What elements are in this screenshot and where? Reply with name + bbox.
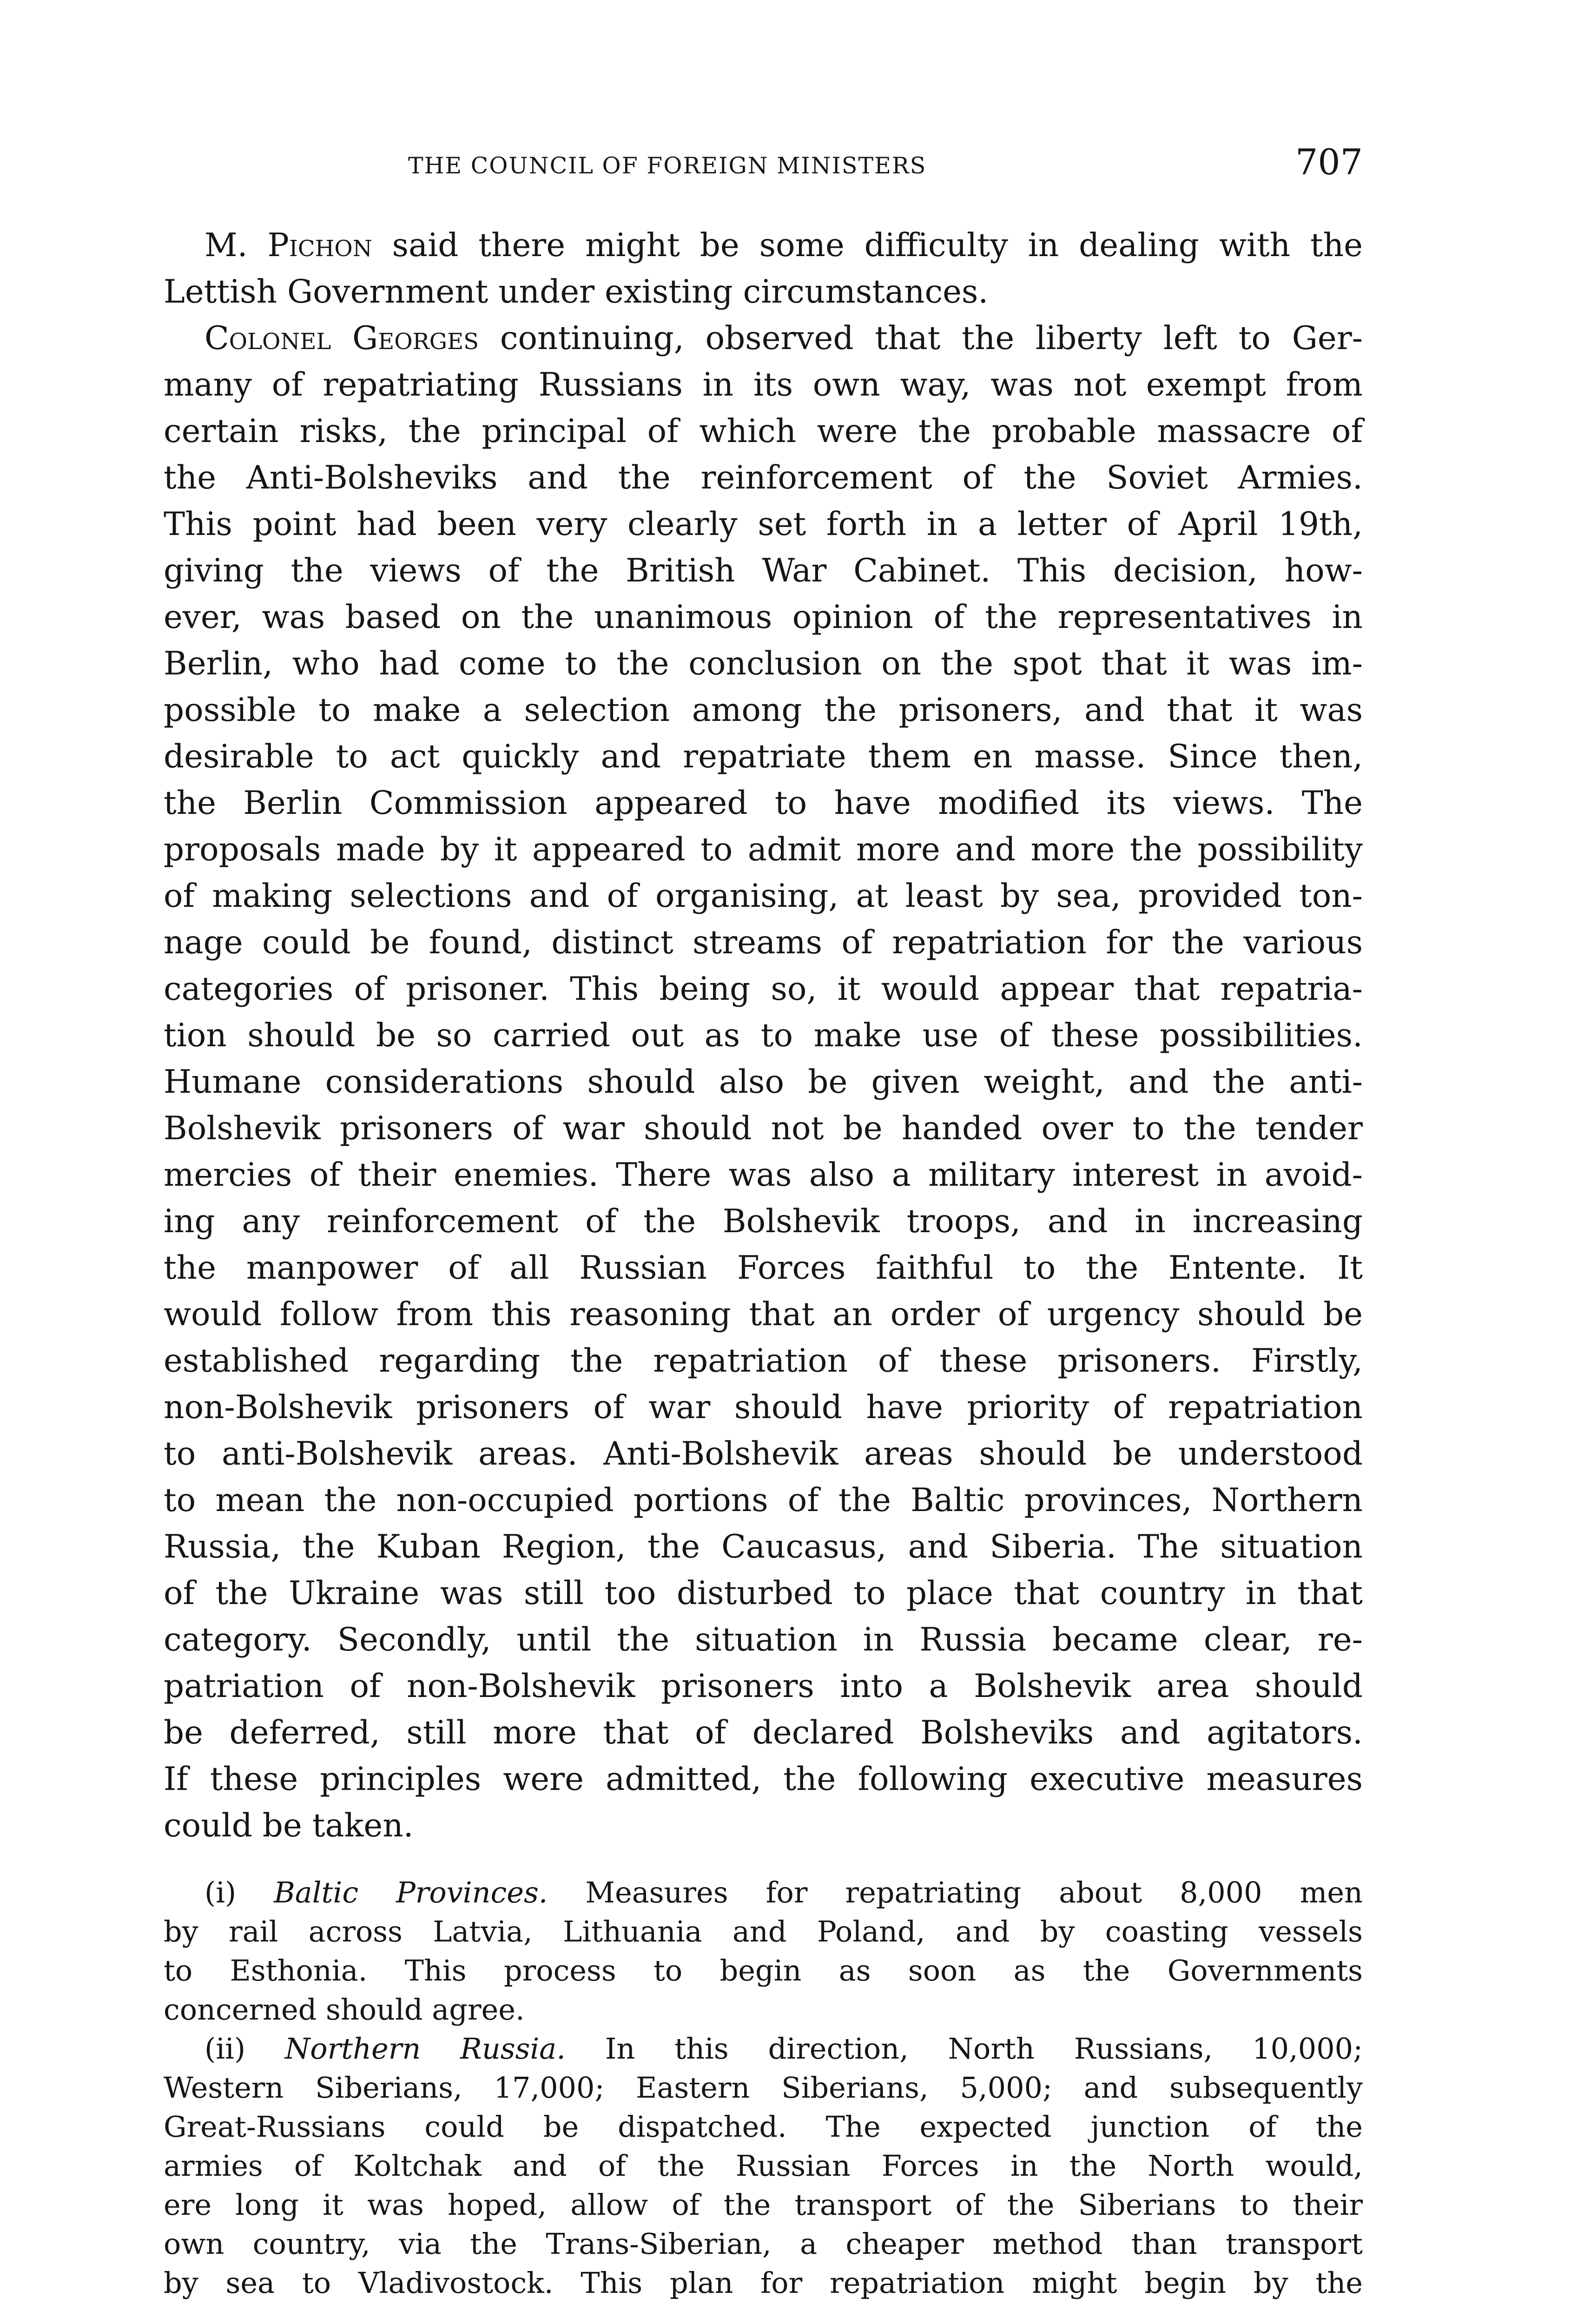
- text-line: categories of prisoner. This being so, it would appear that repatria-: [164, 971, 1363, 1008]
- text-line: be deferred, still more that of declared Bolsheviks and agitators.: [164, 1714, 1363, 1751]
- speaker-name: Colonel Georges: [205, 320, 479, 357]
- text-line: Humane considerations should also be given weight, and the anti-: [164, 1063, 1363, 1101]
- item-number: (i): [205, 1875, 274, 1909]
- line-text: In this direction, North Russians, 10,000;: [565, 2032, 1363, 2066]
- line-text: Measures for repatriating about 8,000 men: [548, 1875, 1363, 1909]
- text-line: by sea to Vladivostock. This plan for repatriation might begin by the: [164, 2266, 1363, 2300]
- text-line: ere long it was hoped, allow of the transport of the Siberians to their: [164, 2188, 1363, 2222]
- text-line: of making selections and of organising, at least by sea, provided ton-: [164, 878, 1363, 915]
- text-line: nage could be found, distinct streams of repatriation for the various: [164, 924, 1363, 961]
- speaker-name: M. Pichon: [205, 227, 372, 264]
- line-text: continuing, observed that the liberty left to Ger-: [479, 320, 1363, 357]
- text-line: certain risks, the principal of which were the probable massacre of: [164, 413, 1363, 450]
- text-line: concerned should agree.: [164, 1993, 525, 2027]
- text-line: Russia, the Kuban Region, the Caucasus, and Siberia. The situation: [164, 1528, 1363, 1565]
- text-line: mercies of their enemies. There was also a military interest in avoid-: [164, 1156, 1363, 1194]
- main-text: [164, 222, 1363, 1849]
- item-heading: Northern Russia.: [284, 2032, 566, 2066]
- item-2-line: [164, 2029, 1363, 2068]
- paragraph-2-lines: [164, 362, 1363, 1849]
- text-line: the manpower of all Russian Forces faithful to the Entente. It: [164, 1249, 1363, 1287]
- text-line: Bolshevik prisoners of war should not be handed over to the tender: [164, 1110, 1363, 1147]
- line-text: said there might be some difficulty in dealing with the: [372, 227, 1363, 264]
- text-line: If these principles were admitted, the following executive measures: [164, 1761, 1363, 1798]
- paragraph-1-line: [164, 222, 1363, 269]
- item-number: (ii): [205, 2032, 285, 2066]
- text-line: desirable to act quickly and repatriate them en masse. Since then,: [164, 738, 1363, 775]
- text-line: ing any reinforcement of the Bolshevik troops, and in increasing: [164, 1203, 1363, 1240]
- text-line: the Berlin Commission appeared to have modified its views. The: [164, 785, 1363, 822]
- executive-measures: [164, 1873, 1363, 2303]
- text-line: the Anti-Bolsheviks and the reinforcement of the Soviet Armies.: [164, 459, 1363, 496]
- text-line: category. Secondly, until the situation in Russia became clear, re-: [164, 1621, 1363, 1658]
- page-number: 707: [1295, 141, 1363, 183]
- paragraph-2-line: [164, 315, 1363, 362]
- text-line: Berlin, who had come to the conclusion on the spot that it was im-: [164, 645, 1363, 682]
- text-line: armies of Koltchak and of the Russian Forces in the North would,: [164, 2149, 1363, 2183]
- text-line: ever, was based on the unanimous opinion of the representatives in: [164, 599, 1363, 636]
- item-heading: Baltic Provinces.: [274, 1875, 548, 1909]
- text-line: proposals made by it appeared to admit more and more the possibility: [164, 831, 1363, 868]
- item-1-lines: [164, 1912, 1363, 2029]
- text-line: Western Siberians, 17,000; Eastern Siberians, 5,000; and subsequently: [164, 2071, 1363, 2105]
- item-1-line: [164, 1873, 1363, 1912]
- text-line: many of repatriating Russians in its own way, was not exempt from: [164, 366, 1363, 403]
- text-line: tion should be so carried out as to make use of these possibilities.: [164, 1017, 1363, 1054]
- text-line: patriation of non-Bolshevik prisoners into a Bolshevik area should: [164, 1668, 1363, 1705]
- text-line: giving the views of the British War Cabinet. This decision, how-: [164, 552, 1363, 589]
- page-header: [164, 136, 1363, 191]
- text-line: of the Ukraine was still too disturbed to place that country in that: [164, 1575, 1363, 1612]
- paragraph-1-line: Lettish Government under existing circumstances.: [164, 273, 989, 310]
- text-line: non-Bolshevik prisoners of war should have priority of repatriation: [164, 1389, 1363, 1426]
- text-line: to anti-Bolshevik areas. Anti-Bolshevik areas should be understood: [164, 1435, 1363, 1472]
- running-title: THE COUNCIL OF FOREIGN MINISTERS: [408, 152, 927, 179]
- text-line: established regarding the repatriation of these prisoners. Firstly,: [164, 1342, 1363, 1380]
- text-line: Great-Russians could be dispatched. The expected junction of the: [164, 2110, 1363, 2144]
- text-line: to mean the non-occupied portions of the Baltic provinces, Northern: [164, 1482, 1363, 1519]
- text-line: This point had been very clearly set forth in a letter of April 19th,: [164, 506, 1363, 543]
- text-line: could be taken.: [164, 1807, 414, 1844]
- text-line: to Esthonia. This process to begin as soon as the Governments: [164, 1954, 1363, 1987]
- text-line: by rail across Latvia, Lithuania and Poland, and by coasting vessels: [164, 1915, 1363, 1948]
- text-line: possible to make a selection among the prisoners, and that it was: [164, 692, 1363, 729]
- item-2-lines: [164, 2068, 1363, 2303]
- text-line: own country, via the Trans-Siberian, a cheaper method than transport: [164, 2227, 1363, 2261]
- text-line: would follow from this reasoning that an order of urgency should be: [164, 1296, 1363, 1333]
